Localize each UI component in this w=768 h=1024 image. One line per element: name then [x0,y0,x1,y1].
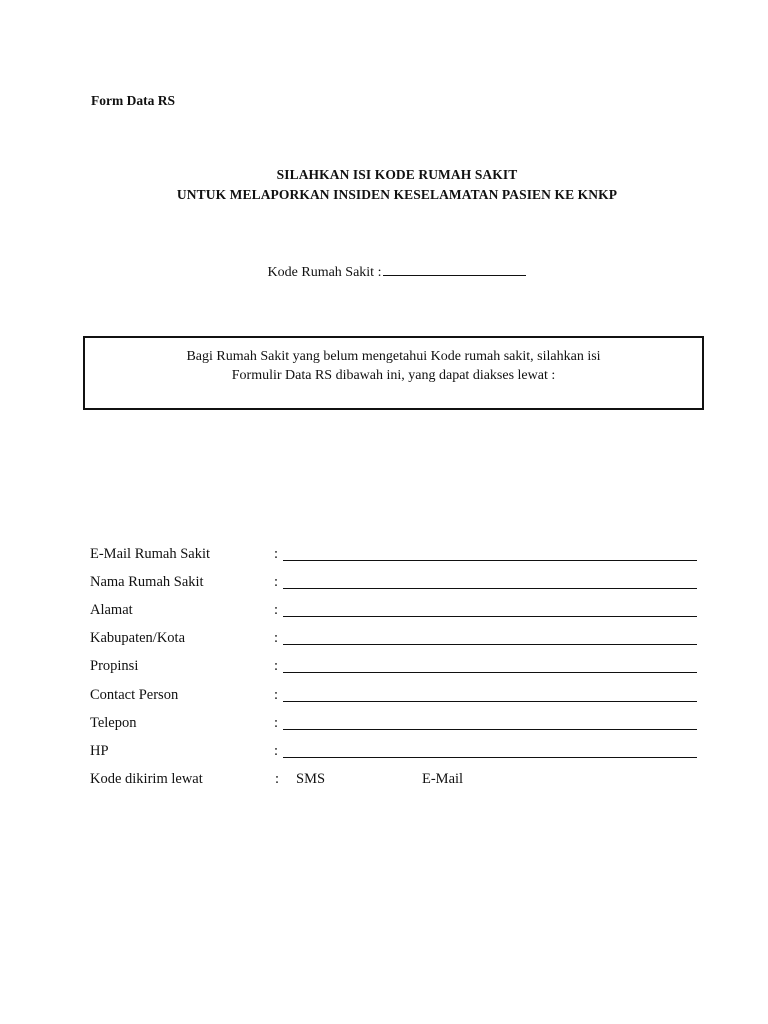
info-box [83,336,704,410]
form-label: Nama Rumah Sakit [90,574,204,590]
kabupaten-kota-field[interactable] [283,644,697,645]
form-colon: : [274,574,279,590]
kode-rumah-sakit-row [0,262,768,281]
kode-rumah-sakit-label: Kode Rumah Sakit : [267,265,382,280]
option-email[interactable]: E-Mail [422,771,464,787]
form-label: Contact Person [90,687,179,703]
form-row-email [90,546,700,566]
nama-rumah-sakit-field[interactable] [283,588,697,589]
form-label: Telepon [90,715,137,731]
alamat-field[interactable] [283,616,697,617]
page-title-line-2: UNTUK MELAPORKAN INSIDEN KESELAMATAN PASIEN KE KNKP [176,187,618,202]
form-row-contact-person [90,687,700,707]
form-label: HP [90,743,109,759]
form-row-nama [90,574,700,594]
telepon-field[interactable] [283,729,697,730]
form-row-telepon [90,715,700,735]
form-row-propinsi [90,658,700,678]
kode-rumah-sakit-field[interactable] [383,262,526,276]
hp-field[interactable] [283,757,697,758]
form-colon: : [274,687,279,703]
form-row-hp [90,743,700,763]
form-colon: : [274,630,279,646]
form-label: E-Mail Rumah Sakit [90,546,211,562]
form-colon: : [274,602,279,618]
form-row-alamat [90,602,700,622]
form-label: Alamat [90,602,133,618]
form-label: Kabupaten/Kota [90,630,186,646]
form-label: Propinsi [90,658,139,674]
doc-label: Form Data RS [91,93,175,108]
page-title-line-1: SILAHKAN ISI KODE RUMAH SAKIT [276,167,518,182]
form-row-kabupaten [90,630,700,650]
info-box-line-1: Bagi Rumah Sakit yang belum mengetahui Kode rumah sakit, silahkan isi [186,349,601,364]
form-colon: : [274,658,279,674]
form-colon: : [274,546,279,562]
form-label: Kode dikirim lewat [90,771,203,787]
option-sms[interactable]: SMS [296,771,326,787]
form-row-kode-dikirim [90,771,700,791]
form-colon: : [274,743,279,759]
form-colon: : [275,771,280,787]
propinsi-field[interactable] [283,672,697,673]
contact-person-field[interactable] [283,701,697,702]
form-colon: : [274,715,279,731]
email-rumah-sakit-field[interactable] [283,560,697,561]
info-box-line-2: Formulir Data RS dibawah ini, yang dapat diakses lewat : [231,368,556,383]
